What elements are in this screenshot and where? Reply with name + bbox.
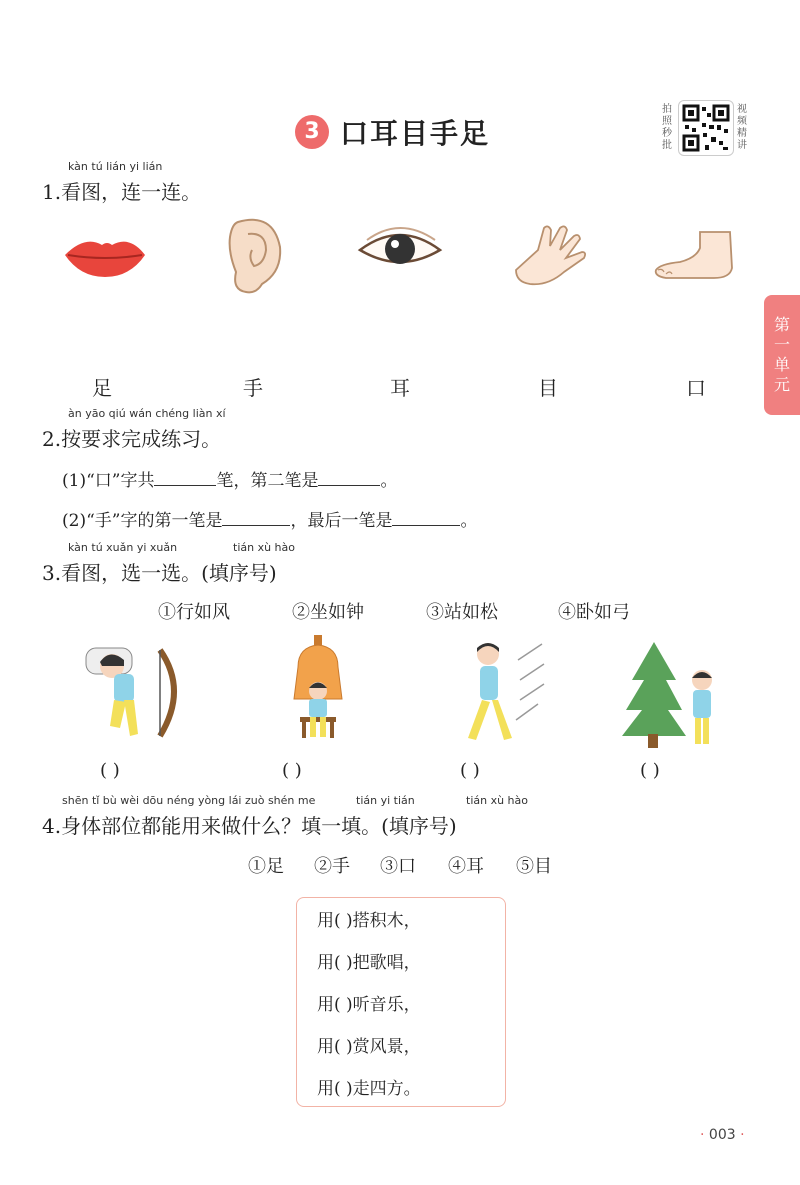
q1-label-5: 口 xyxy=(686,376,706,400)
unit-side-tab[interactable] xyxy=(764,295,800,415)
q2-blank-last-stroke[interactable] xyxy=(392,511,460,526)
q2-item1-text-c: 。 xyxy=(380,471,398,491)
q2-title: 2.按要求完成练习。 xyxy=(42,427,222,451)
q2-blank-first-stroke[interactable] xyxy=(222,511,290,526)
page-number-text: 003 xyxy=(708,1127,736,1143)
q4-option-5: ⑤目 xyxy=(516,856,552,877)
q4-option-3: ③口 xyxy=(380,856,416,877)
qr-code-icon[interactable] xyxy=(678,100,734,156)
q4-line-3[interactable]: 用( )听音乐， xyxy=(317,995,421,1015)
lesson-number-badge: 3 xyxy=(295,115,329,149)
ear-image[interactable] xyxy=(218,212,288,300)
q4-line-1[interactable]: 用( )搭积木， xyxy=(317,911,421,931)
q3-option-1: ①行如风 xyxy=(158,602,230,623)
q2-item1-text-b: 笔，第二笔是 xyxy=(216,471,319,491)
q2-item2-text-c: 。 xyxy=(460,511,478,531)
q1-pinyin: kàn tú lián yi lián xyxy=(68,160,163,173)
q3-answer-2[interactable]: ( ) xyxy=(282,760,302,781)
q4-option-1: ①足 xyxy=(248,856,284,877)
q4-answer-box xyxy=(296,897,506,1107)
dot-icon: · xyxy=(700,1127,705,1143)
qr-left-caption: 拍照秒批 xyxy=(662,104,672,151)
lips-image[interactable] xyxy=(60,225,150,285)
page-number xyxy=(700,1127,745,1143)
q4-pinyin-c: tián xù hào xyxy=(466,794,528,807)
lying-boy-bow-image[interactable] xyxy=(80,640,200,750)
q1-label-4: 目 xyxy=(538,376,558,400)
q3-option-3: ③站如松 xyxy=(426,602,498,623)
q4-line-4[interactable]: 用( )赏风景， xyxy=(317,1037,421,1057)
q4-pinyin-a: shēn tǐ bù wèi dōu néng yòng lái zuò shén me xyxy=(62,794,316,807)
eye-image[interactable] xyxy=(355,222,445,278)
q2-item2-text-a: (2)“手”字的第一笔是 xyxy=(62,511,223,531)
q2-item-1 xyxy=(62,466,397,491)
q3-option-4: ④卧如弓 xyxy=(558,602,630,623)
q4-title: 4.身体部位都能用来做什么？填一填。(填序号) xyxy=(42,814,457,838)
dot-icon: · xyxy=(740,1127,745,1143)
q3-answer-1[interactable]: ( ) xyxy=(100,760,120,781)
q3-pinyin-b: tián xù hào xyxy=(233,541,295,554)
q2-item1-text-a: (1)“口”字共 xyxy=(62,471,155,491)
q2-item2-text-b: ，最后一笔是 xyxy=(290,511,393,531)
pine-tree-boy-image[interactable] xyxy=(620,640,725,750)
q2-item-2 xyxy=(62,506,477,531)
foot-image[interactable] xyxy=(650,228,742,284)
q2-blank-second-stroke[interactable] xyxy=(318,471,380,486)
q3-title: 3.看图，选一选。(填序号) xyxy=(42,561,277,585)
q4-pinyin-b: tián yi tián xyxy=(356,794,415,807)
q3-pinyin-a: kàn tú xuǎn yi xuǎn xyxy=(68,541,178,554)
lesson-title: 口耳目手足 xyxy=(340,117,491,150)
qr-right-caption: 视频精讲 xyxy=(737,104,747,151)
q1-label-2: 手 xyxy=(243,376,263,400)
q3-option-2: ②坐如钟 xyxy=(292,602,364,623)
q2-blank-stroke-count[interactable] xyxy=(154,471,216,486)
q1-label-1: 足 xyxy=(92,376,112,400)
q3-answer-3[interactable]: ( ) xyxy=(460,760,480,781)
q2-pinyin: àn yāo qiú wán chéng liàn xí xyxy=(68,407,226,420)
walking-boy-image[interactable] xyxy=(458,640,548,750)
hand-image[interactable] xyxy=(508,220,590,294)
q4-option-2: ②手 xyxy=(314,856,350,877)
q4-option-4: ④耳 xyxy=(448,856,484,877)
unit-tab-label: 第一单元 xyxy=(773,315,790,394)
bell-sitting-boy-image[interactable] xyxy=(288,633,348,748)
q1-label-3: 耳 xyxy=(390,376,410,400)
q4-line-2[interactable]: 用( )把歌唱， xyxy=(317,953,421,973)
q1-title: 1.看图，连一连。 xyxy=(42,180,202,204)
q4-line-5[interactable]: 用( )走四方。 xyxy=(317,1079,421,1099)
q3-answer-4[interactable]: ( ) xyxy=(640,760,660,781)
